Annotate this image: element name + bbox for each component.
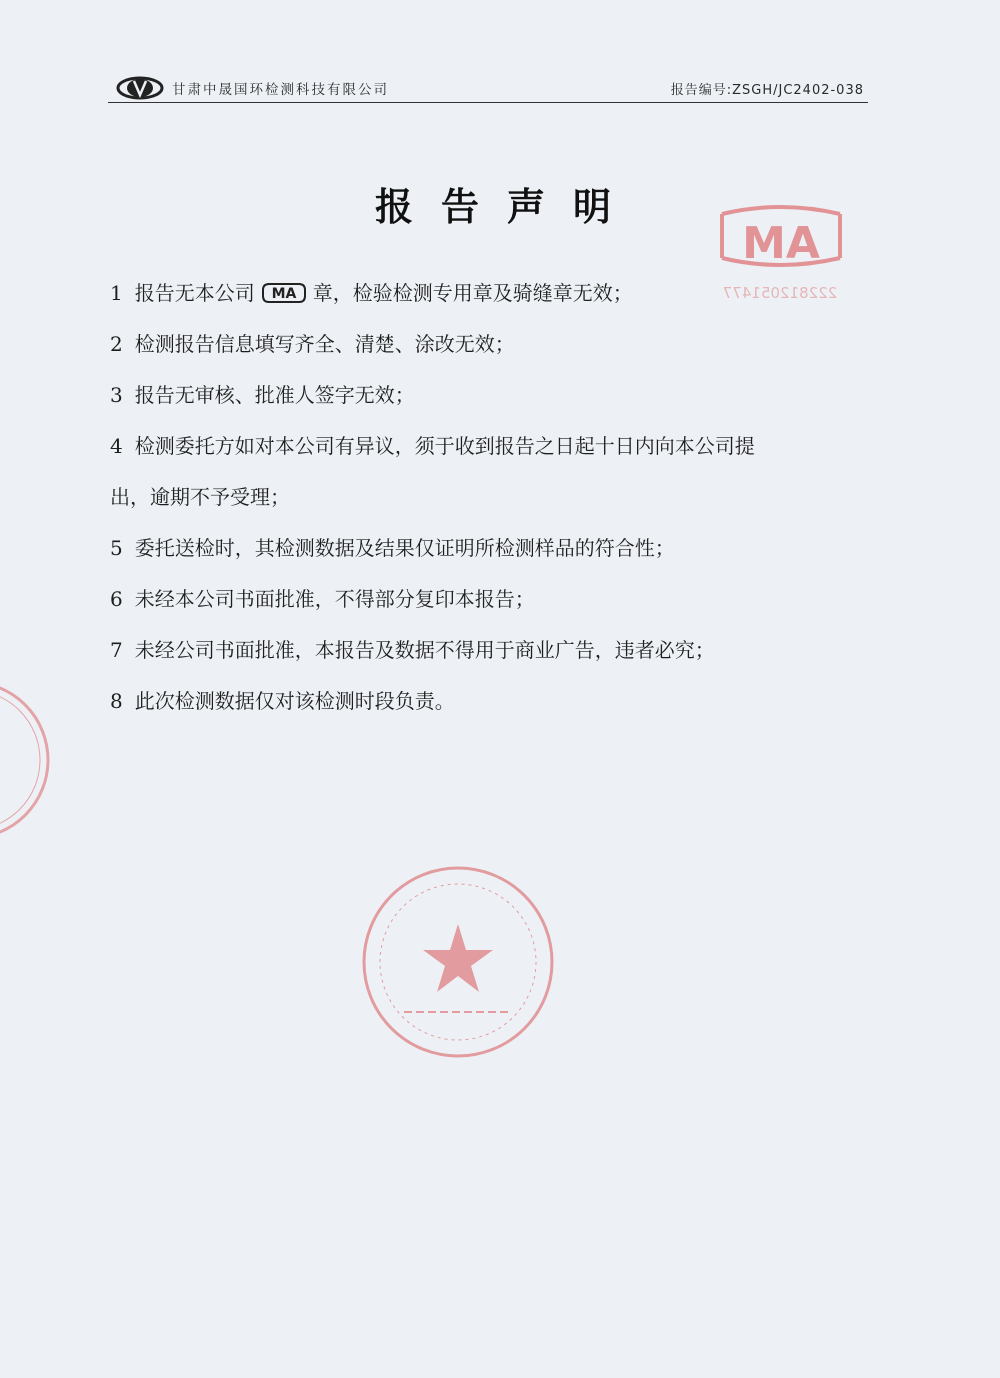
statement-item: 4 检测委托方如对本公司有异议，须于收到报告之日起十日内向本公司提 出，逾期不予受理； — [110, 421, 880, 523]
report-number: 报告编号:ZSGH/JC2402-038 — [670, 83, 864, 98]
statement-item: 5 委托送检时，其检测数据及结果仅证明所检测样品的符合性； — [110, 536, 675, 560]
cma-stamp-label: MA — [742, 218, 820, 269]
cma-stamp-code: 222812051477 — [722, 284, 838, 302]
page-header — [108, 74, 868, 103]
statement-item: 8 此次检测数据仅对该检测时段负责。 — [110, 689, 455, 713]
company-logo-icon — [116, 76, 164, 100]
statement-continuation: 出，逾期不予受理； — [110, 485, 290, 509]
cma-stamp-icon — [700, 200, 860, 310]
statement-list — [110, 268, 880, 727]
company-seal-icon — [358, 862, 558, 1062]
statement-item: 7 未经公司书面批准，本报告及数据不得用于商业广告，违者必究； — [110, 638, 715, 662]
cma-mark-label: MA — [271, 286, 297, 302]
statement-item: 1 报告无本公司 MA 章，检验检测专用章及骑缝章无效； — [110, 268, 880, 319]
statement-item: 2 检测报告信息填写齐全、清楚、涂改无效； — [110, 332, 515, 356]
seam-stamp-icon — [0, 670, 60, 850]
company-name: 甘肃中晟国环检测科技有限公司 — [172, 82, 389, 98]
statement-item: 3 报告无审核、批准人签字无效； — [110, 383, 415, 407]
page-title: 报告声明 — [374, 184, 639, 229]
statement-item: 6 未经本公司书面批准，不得部分复印本报告； — [110, 587, 535, 611]
cma-mark-icon — [261, 272, 307, 302]
